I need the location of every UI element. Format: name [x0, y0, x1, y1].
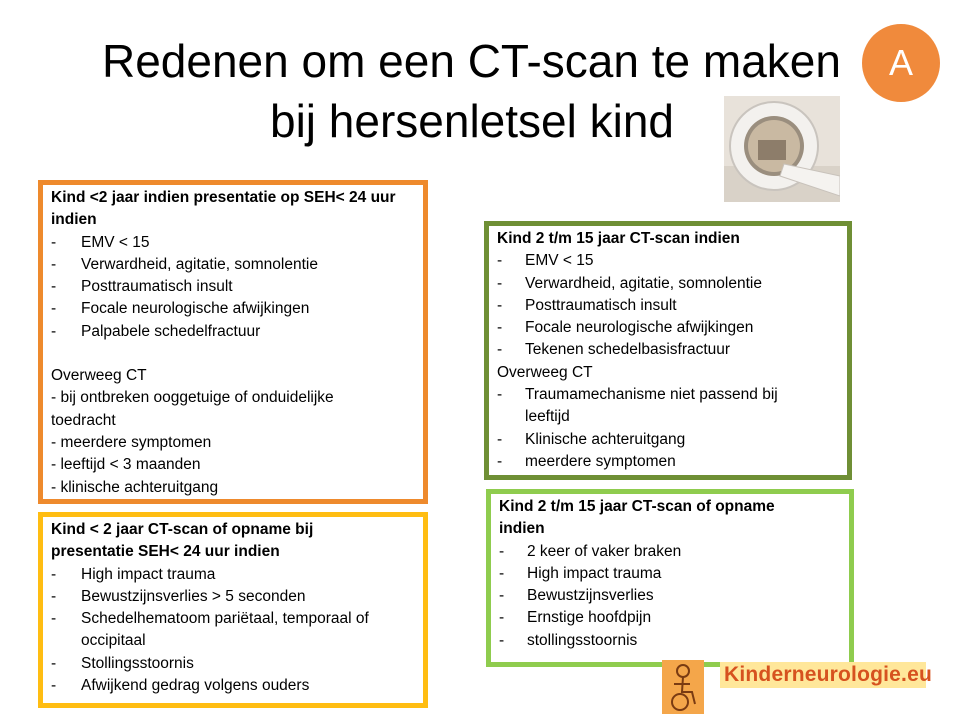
list-item: - Klinische achteruitgang — [497, 430, 686, 448]
list-item: - bij ontbreken ooggetuige of onduidelijke — [51, 389, 334, 407]
list-item: - Afwijkend gedrag volgens ouders — [51, 677, 310, 695]
box-heading: Kind <2 jaar indien presentatie op SEH< 24 uur — [51, 189, 396, 206]
list-item: - Ernstige hoofdpijn — [499, 609, 652, 627]
page-title-line1: Redenen om een CT-scan te maken — [102, 35, 841, 87]
list-item: - Schedelhematoom pariëtaal, temporaal of — [51, 610, 369, 628]
section-badge: A — [862, 24, 940, 102]
site-logo-text: Kinderneurologie.eu — [720, 662, 926, 688]
ct-scanner-icon — [724, 96, 840, 202]
list-item: - 2 keer of vaker braken — [499, 542, 682, 560]
list-item: - EMV < 15 — [497, 252, 594, 270]
box-heading: Kind 2 t/m 15 jaar CT-scan of opname — [499, 498, 775, 515]
list-item: - Focale neurologische afwijkingen — [497, 319, 754, 337]
box-under-2-ct-indications — [38, 180, 428, 504]
list-item: - meerdere symptomen — [497, 452, 676, 470]
list-item: - Posttraumatisch insult — [51, 278, 233, 296]
list-item: - Posttraumatisch insult — [497, 296, 677, 314]
list-item: - meerdere symptomen — [51, 433, 212, 451]
list-item: - Tekenen schedelbasisfractuur — [497, 341, 731, 359]
box-heading-cont: indien — [499, 520, 545, 538]
list-item: - Traumamechanisme niet passend bij — [497, 386, 778, 404]
list-item: occipitaal — [81, 632, 146, 650]
list-item: leeftijd — [525, 408, 570, 426]
list-item: - EMV < 15 — [51, 233, 150, 251]
box-heading-cont: presentatie SEH< 24 uur indien — [51, 543, 280, 561]
box-heading: Kind 2 t/m 15 jaar CT-scan indien — [497, 230, 740, 247]
list-item: - klinische achteruitgang — [51, 478, 219, 496]
box-heading-cont: indien — [51, 211, 97, 229]
list-item: - Bewustzijnsverlies > 5 seconden — [51, 587, 306, 605]
list-item: - Stollingsstoornis — [51, 654, 194, 672]
box-2-to-15-ct-indications — [484, 221, 852, 480]
wheelchair-figure-icon — [662, 660, 704, 714]
list-item: - Bewustzijnsverlies — [499, 587, 654, 605]
list-item: - High impact trauma — [499, 564, 662, 582]
consider-label: Overweeg CT — [51, 367, 147, 385]
list-item: - leeftijd < 3 maanden — [51, 456, 201, 474]
list-item: - Palpabele schedelfractuur — [51, 322, 261, 340]
list-item: - stollingsstoornis — [499, 631, 638, 649]
list-item: - Focale neurologische afwijkingen — [51, 300, 310, 318]
consider-label: Overweeg CT — [497, 363, 593, 381]
box-2-to-15-ct-or-admission — [486, 489, 854, 667]
list-item: - High impact trauma — [51, 565, 216, 583]
list-item: - Verwardheid, agitatie, somnolentie — [51, 255, 318, 273]
page-title-line2: bij hersenletsel kind — [270, 95, 675, 147]
list-item: toedracht — [51, 411, 116, 429]
box-under-2-ct-or-admission — [38, 512, 428, 708]
list-item: - Verwardheid, agitatie, somnolentie — [497, 274, 762, 292]
box-heading: Kind < 2 jaar CT-scan of opname bij — [51, 521, 314, 538]
